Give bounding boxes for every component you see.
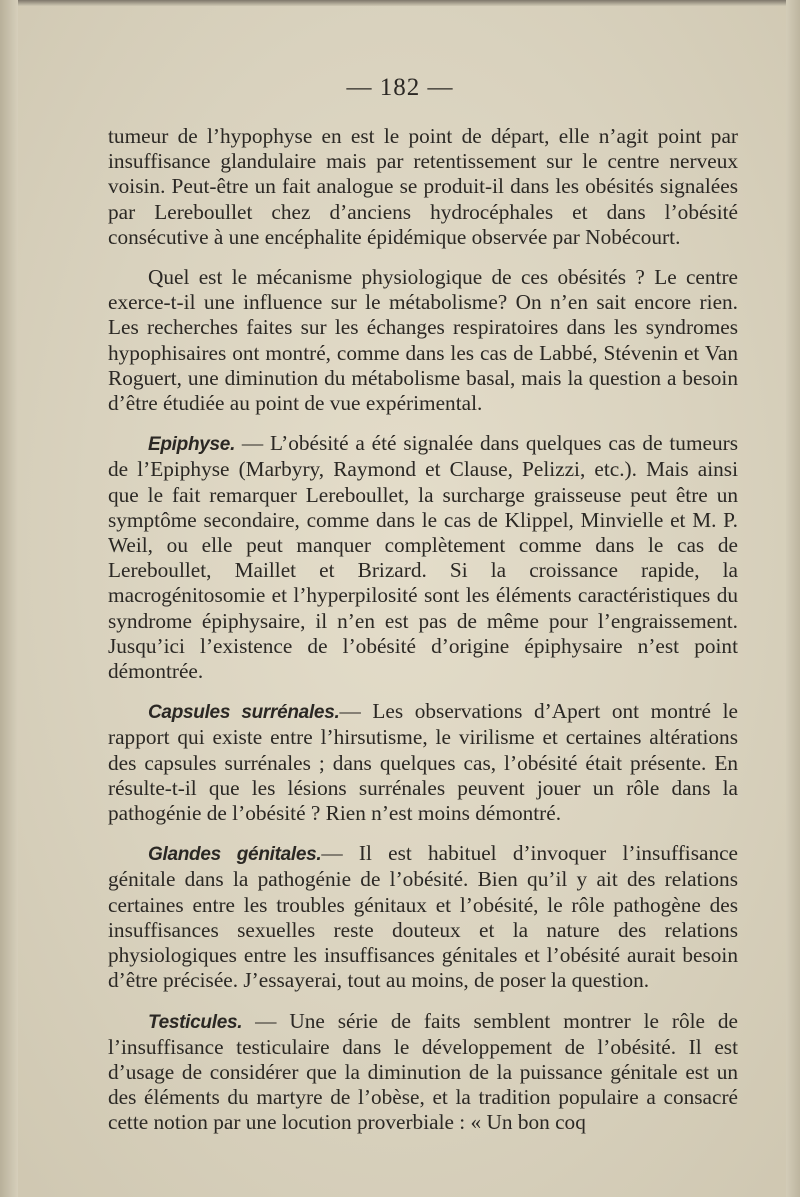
paragraph-text: — Il est habituel d’invoquer l’insuffisance génitale dans la pathogénie de l’obésité. Bien qu’il y ait des relations certaines entre les troubles génitaux et l’obésité, le rôle pathogène des insuffisances sexuelles reste douteux et la nature des relations physiologiques entre les insuffisances génitales et l’obésité aurait besoin d’être précisée. J’essayerai, tout au moins, de poser la question. [108, 841, 738, 993]
section-rubric-testicules: Testicules. [148, 1011, 243, 1033]
page-right-edge [786, 0, 800, 1197]
body-text [108, 124, 738, 1151]
paragraph-text: tumeur de l’hypophyse en est le point de départ, elle n’agit point par insuffisance glandulaire mais par retentissement sur le centre nerveux voisin. Peut-être un fait analogue se produit-il dans les obésités signalées par Lereboullet chez d’anciens hydrocéphales et dans l’obésité consécutive à une encéphalite épidémique observée par Nobécourt. [108, 124, 738, 249]
section-rubric-glandes-genitales: Glandes génitales. [148, 844, 322, 866]
paragraph-epiphyse [108, 431, 738, 684]
section-rubric-epiphyse: Epiphyse. [148, 434, 236, 456]
page-top-edge [0, 0, 800, 6]
paragraph-glandes-genitales [108, 841, 738, 993]
page-number: — 182 — [346, 74, 454, 101]
paragraph-testicules [108, 1009, 738, 1136]
paragraph-text: — Une série de faits semblent montrer le rôle de l’insuffisance testiculaire dans le développement de l’obésité. Il est d’usage de considérer que la diminution de la puissance génitale est un des éléments du martyre de l’obèse, et la tradition populaire a consacré cette notion par une locution proverbiale : « Un bon coq [108, 1008, 738, 1135]
page-left-edge [0, 0, 18, 1197]
paragraph-capsules-surrenales [108, 699, 738, 826]
paragraph-text: — L’obésité a été signalée dans quelques cas de tumeurs de l’Epiphyse (Marbyry, Raymond et Clause, Pelizzi, etc.). Mais ainsi que le fait remarquer Lereboullet, la surcharge graisseuse peut être un symptôme secondaire, comme dans le cas de Klippel, Minvielle et M. P. Weil, ou elle peut manquer complètement comme dans le cas de Lereboullet, Maillet et Brizard. Si la croissance rapide, la macrogénitosomie et l’hyperpilosité sont les éléments caractéristiques du syndrome épiphysaire, il n’en est pas de même pour l’engraissement. Jusqu’ici l’existence de l’obésité d’origine épiphysaire n’est point démontrée. [108, 431, 738, 684]
paragraph-hypophyse-continuation [108, 124, 738, 250]
paragraph-mecanisme [108, 265, 738, 416]
section-rubric-capsules-surrenales: Capsules surrénales. [148, 702, 340, 724]
paragraph-text: — Les observations d’Apert ont montré le rapport qui existe entre l’hirsutisme, le virilisme et certaines altérations des capsules surrénales ; dans quelques cas, l’obésité était présente. En résulte-t-il que les lésions surrénales peuvent jouer un rôle dans la pathogénie de l’obésité ? Rien n’est moins démontré. [108, 699, 738, 826]
paragraph-text: Quel est le mécanisme physiologique de ces obésités ? Le centre exerce-t-il une influence sur le métabolisme? On n’en sait encore rien. Les recherches faites sur les échanges respiratoires dans les syndromes hypophisaires ont montré, comme dans les cas de Labbé, Stévenin et Van Roguert, une diminution du métabolisme basal, mais la question a besoin d’être étudiée au point de vue expérimental. [108, 265, 738, 416]
